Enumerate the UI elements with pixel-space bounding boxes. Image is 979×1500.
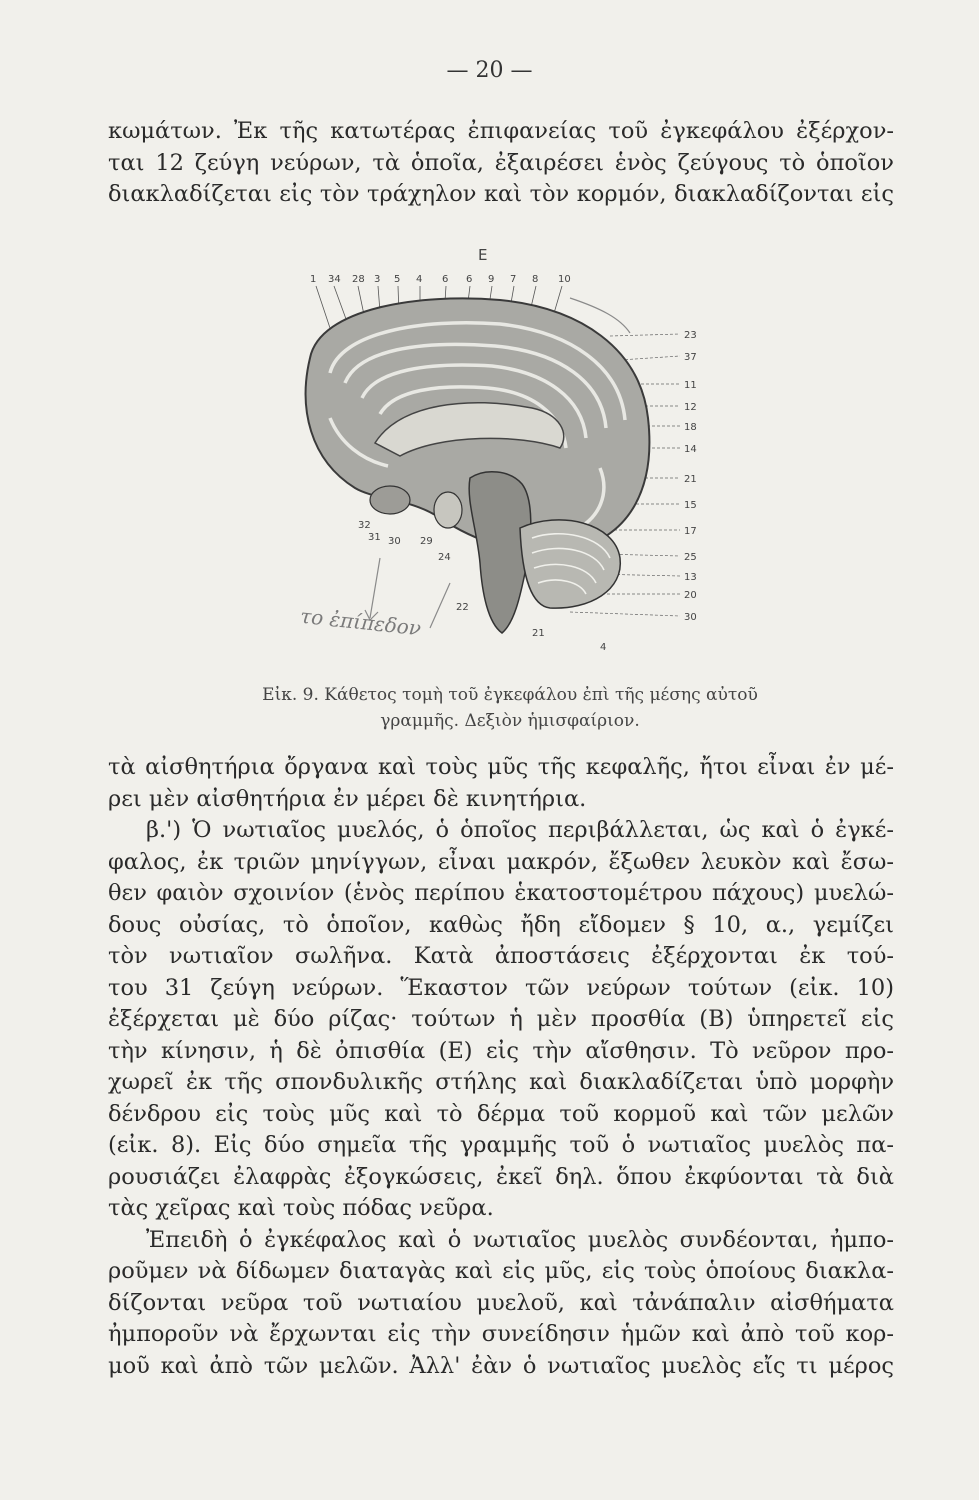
text-line: τὴν κίνησιν, ἡ δὲ ὀπισθία (Ε) εἰς τὴν αἴσθησιν. Τὸ νεῦρον προ- — [108, 1037, 894, 1064]
figure-label: 1 — [310, 274, 317, 285]
brain-figure — [270, 238, 730, 658]
text-line: χωρεῖ ἐκ τῆς σπονδυλικῆς στήλης καὶ διακλαδίζεται ὑπὸ μορφὴν — [108, 1069, 894, 1095]
text-line: κωμάτων. Ἐκ τῆς κατωτέρας ἐπιφανείας τοῦ ἐγκεφάλου ἐξέρχον- — [108, 118, 894, 144]
text-line: θεν φαιὸν σχοινίον (ἑνὸς περίπου ἑκατοστομέτρου πάχους) μυελώ- — [108, 880, 894, 906]
cerebellum — [520, 520, 620, 608]
figure-label: 6 — [466, 274, 473, 285]
text-line: δίζονται νεῦρα τοῦ νωτιαίου μυελοῦ, καὶ τἀνάπαλιν αἰσθήματα — [108, 1289, 894, 1316]
figure-label: 17 — [684, 526, 697, 537]
figure-label: 21 — [684, 474, 697, 485]
figure-label: 8 — [532, 274, 539, 285]
figure-label: 5 — [394, 274, 401, 285]
text-line: β.') Ὁ νωτιαῖος μυελός, ὁ ὁποῖος περιβάλλεται, ὡς καὶ ὁ ἐγκέ- — [146, 817, 894, 843]
figure-label: 20 — [684, 590, 697, 601]
figure-label: 4 — [416, 274, 423, 285]
figure-caption — [120, 682, 900, 734]
text-line: ἠμποροῦν νὰ ἔρχωνται εἰς τὴν συνείδησιν ἡμῶν καὶ ἀπὸ τοῦ κορ- — [108, 1321, 894, 1347]
figure-label: 15 — [684, 500, 697, 511]
text-line: διακλαδίζεται εἰς τὸν τράχηλον καὶ τὸν κορμόν, διακλαδίζονται εἰς — [108, 181, 894, 207]
figure-label: 7 — [510, 274, 517, 285]
caption-line: γραμμῆς. Δεξιὸν ἡμισφαίριον. — [380, 711, 640, 731]
right-labels — [684, 330, 697, 623]
pituitary — [434, 492, 462, 528]
text-line: δένδρου εἰς τοὺς μῦς καὶ τὸ δέρμα τοῦ κορμοῦ καὶ τῶν μελῶν — [108, 1100, 894, 1127]
text-line: ροῦμεν νὰ δίδωμεν διαταγὰς καὶ εἰς μῦς, εἰς τοὺς ὁποίους διακλα- — [108, 1258, 894, 1284]
text-line: ρουσιάζει ἐλαφρὰς ἐξογκώσεις, ἐκεῖ δηλ. ὅπου ἐκφύονται τὰ διὰ — [108, 1163, 894, 1190]
text-line: του 31 ζεύγη νεύρων. Ἕκαστον τῶν νεύρων τούτων (εἰκ. 10) — [108, 974, 894, 1001]
figure-label: 18 — [684, 422, 697, 433]
figure-label: 4 — [600, 642, 607, 653]
figure-label: 22 — [456, 602, 469, 613]
caption-line: Εἰκ. 9. Κάθετος τομὴ τοῦ ἐγκεφάλου ἐπὶ τῆς μέσης αὐτοῦ — [262, 685, 758, 705]
page-number: — 20 — — [446, 58, 533, 83]
figure-letter: E — [478, 246, 488, 264]
text-line: τὰ αἰσθητήρια ὄργανα καὶ τοὺς μῦς τῆς κεφαλῆς, ἤτοι εἶναι ἐν μέ- — [108, 754, 894, 780]
paragraph-main — [108, 752, 894, 1382]
figure-label: 37 — [684, 352, 697, 363]
figure-label: 24 — [438, 552, 451, 563]
figure-label: 12 — [684, 402, 697, 413]
figure-label: 14 — [684, 444, 697, 455]
text-line: μοῦ καὶ ἀπὸ τῶν μελῶν. Ἀλλ' ἐὰν ὁ νωτιαῖος μυελὸς εἴς τι μέρος — [108, 1352, 894, 1379]
text-line: δους οὐσίας, τὸ ὁποῖον, καθὼς ἤδη εἴδομεν § 10, α., γεμίζει — [108, 911, 894, 938]
figure-label: 30 — [388, 536, 401, 547]
figure-label: 23 — [684, 330, 697, 341]
figure-label: 28 — [352, 274, 365, 285]
text-line: (εἰκ. 8). Εἰς δύο σημεῖα τῆς γραμμῆς τοῦ ὁ νωτιαῖος μυελὸς πα- — [108, 1132, 894, 1158]
figure-label: 34 — [328, 274, 341, 285]
figure-label: 10 — [558, 274, 571, 285]
text-line: ρει μὲν αἰσθητήρια ἐν μέρει δὲ κινητήρια. — [108, 785, 587, 812]
figure-label: 9 — [488, 274, 495, 285]
figure-label: 3 — [374, 274, 381, 285]
figure-label: 6 — [442, 274, 449, 285]
handwritten-note: το ἐπίπεδον — [299, 603, 423, 641]
text-line: ἐξέρχεται μὲ δύο ρίζας· τούτων ἡ μὲν προσθία (Β) ὑπηρετεῖ εἰς — [108, 1006, 894, 1032]
figure-label: 11 — [684, 380, 697, 391]
top-labels — [310, 274, 571, 285]
figure-label: 25 — [684, 552, 697, 563]
text-line: ται 12 ζεύγη νεύρων, τὰ ὁποῖα, ἐξαιρέσει ἑνὸς ζεύγους τὸ ὁποῖον — [108, 149, 894, 176]
text-line: τὰς χεῖρας καὶ τοὺς πόδας νεῦρα. — [108, 1195, 494, 1221]
figure-label: 30 — [684, 612, 697, 623]
figure-label: 31 — [368, 532, 381, 543]
text-line: τὸν νωτιαῖον σωλῆνα. Κατὰ ἀποστάσεις ἐξέρχονται ἐκ τού- — [108, 943, 894, 969]
text-line: Ἐπειδὴ ὁ ἐγκέφαλος καὶ ὁ νωτιαῖος μυελὸς συνδέονται, ἠμπο- — [146, 1226, 894, 1253]
figure-label: 13 — [684, 572, 697, 583]
figure-label: 32 — [358, 520, 371, 531]
optic-region — [370, 486, 410, 514]
brain-illustration — [270, 238, 730, 658]
figure-label: 29 — [420, 536, 433, 547]
figure-label: 21 — [532, 628, 545, 639]
text-line: φαλος, ἐκ τριῶν μηνίγγων, εἶναι μακρόν, ἔξωθεν λευκὸν καὶ ἔσω- — [108, 848, 894, 875]
paragraph-top — [108, 116, 894, 211]
